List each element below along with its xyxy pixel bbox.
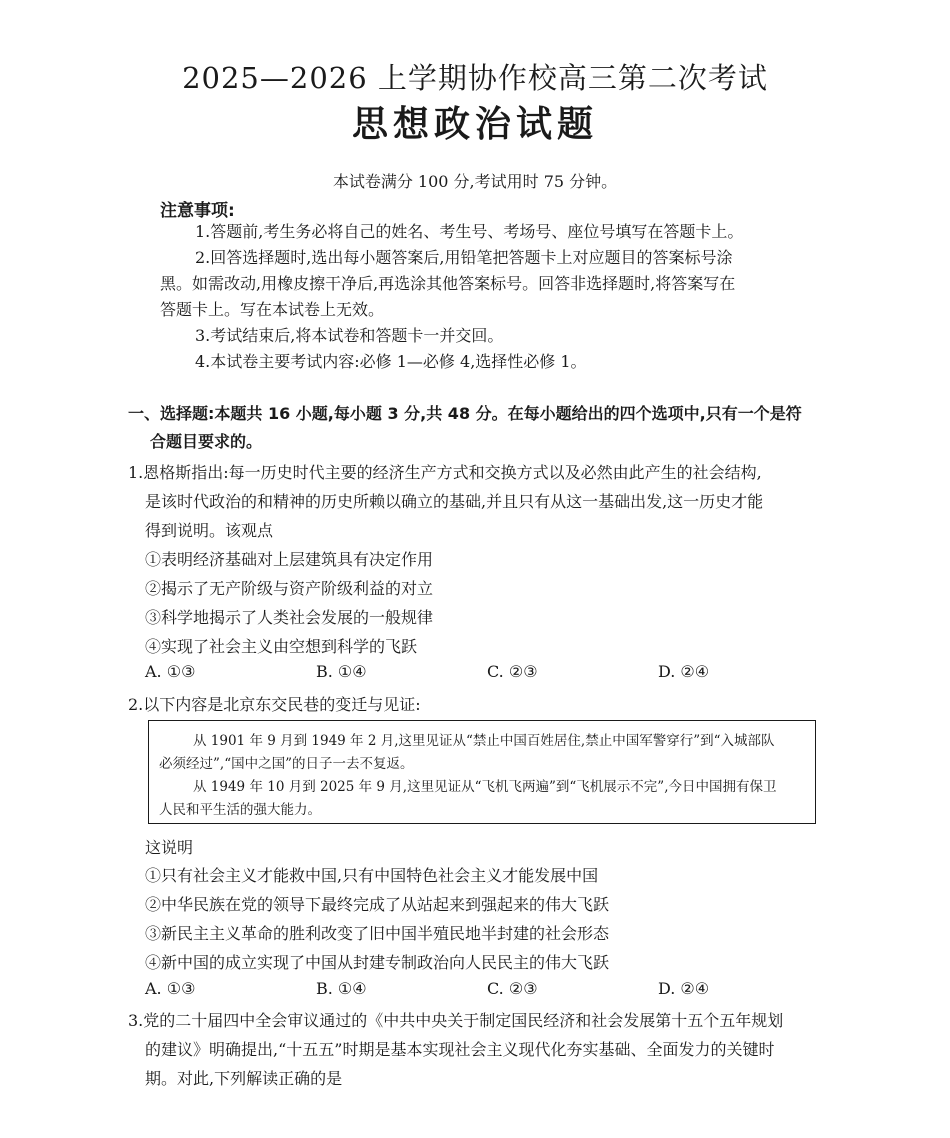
notice-line: 答题卡上。写在本试卷上无效。 <box>160 300 385 319</box>
notice-heading: 注意事项: <box>160 201 235 221</box>
q2-option-b[interactable]: B. ①④ <box>316 979 367 998</box>
q2-statement: ③新民主主义革命的胜利改变了旧中国半殖民地半封建的社会形态 <box>145 924 610 943</box>
q1-option-a[interactable]: A. ①③ <box>145 662 196 681</box>
q2-material-line: 从 1901 年 9 月到 1949 年 2 月,这里见证从“禁止中国百姓居住,禁止中国军警穿行”到“入城部队 <box>193 733 775 749</box>
exam-title: 2025—2026 上学期协作校高三第二次考试 <box>182 61 768 95</box>
q1-statement: ③科学地揭示了人类社会发展的一般规律 <box>145 608 434 627</box>
notice-line: 黑。如需改动,用橡皮擦干净后,再选涂其他答案标号。回答非选择题时,将答案写在 <box>160 274 736 293</box>
section-heading-line: 合题目要求的。 <box>150 432 263 451</box>
q1-statement: ②揭示了无产阶级与资产阶级利益的对立 <box>145 579 434 598</box>
q1-statement: ①表明经济基础对上层建筑具有决定作用 <box>145 550 434 569</box>
section-heading <box>128 400 802 456</box>
q2-stem: 2.以下内容是北京东交民巷的变迁与见证: <box>128 695 421 714</box>
notice-line: 4.本试卷主要考试内容:必修 1—必修 4,选择性必修 1。 <box>195 352 587 371</box>
q2-statement: ②中华民族在党的领导下最终完成了从站起来到强起来的伟大飞跃 <box>145 895 610 914</box>
q2-option-c[interactable]: C. ②③ <box>487 979 538 998</box>
q1-stem-line: 是该时代政治的和精神的历史所赖以确立的基础,并且只有从这一基础出发,这一历史才能 <box>145 492 764 511</box>
q1-stem-line: 得到说明。该观点 <box>145 521 274 540</box>
q1-stem-line: 1.恩格斯指出:每一历史时代主要的经济生产方式和交换方式以及必然由此产生的社会结构, <box>128 463 762 482</box>
q1-option-d[interactable]: D. ②④ <box>658 662 710 681</box>
q2-statement: ④新中国的成立实现了中国从封建专制政治向人民民主的伟大飞跃 <box>145 953 610 972</box>
q1-option-b[interactable]: B. ①④ <box>316 662 367 681</box>
q1-option-c[interactable]: C. ②③ <box>487 662 538 681</box>
q2-material-line: 从 1949 年 10 月到 2025 年 9 月,这里见证从“飞机飞两遍”到“飞机展示不完”,今日中国拥有保卫 <box>193 779 777 795</box>
exam-intro: 本试卷满分 100 分,考试用时 75 分钟。 <box>332 172 618 191</box>
q2-material-box <box>148 720 816 824</box>
q2-statement: ①只有社会主义才能救中国,只有中国特色社会主义才能发展中国 <box>145 866 599 885</box>
q3-stem-line: 3.党的二十届四中全会审议通过的《中共中央关于制定国民经济和社会发展第十五个五年规划 <box>128 1011 784 1030</box>
q2-material-line: 人民和平生活的强大能力。 <box>159 802 321 818</box>
q2-lead: 这说明 <box>145 838 194 857</box>
notice-line: 3.考试结束后,将本试卷和答题卡一并交回。 <box>195 326 504 345</box>
q3-stem-line: 期。对此,下列解读正确的是 <box>145 1069 343 1088</box>
notice-line: 2.回答选择题时,选出每小题答案后,用铅笔把答题卡上对应题目的答案标号涂 <box>195 248 733 267</box>
subject-title: 思想政治试题 <box>351 103 598 145</box>
q2-material-line: 必须经过”,“国中之国”的日子一去不复返。 <box>159 756 414 772</box>
section-heading-line: 一、选择题:本题共 16 小题,每小题 3 分,共 48 分。在每小题给出的四个选项中,只有一个是符 <box>128 404 802 423</box>
q2-option-d[interactable]: D. ②④ <box>658 979 710 998</box>
q3-stem-line: 的建议》明确提出,“十五五”时期是基本实现社会主义现代化夯实基础、全面发力的关键时 <box>145 1040 775 1059</box>
q1-statement: ④实现了社会主义由空想到科学的飞跃 <box>145 637 418 656</box>
notice-line: 1.答题前,考生务必将自己的姓名、考生号、考场号、座位号填写在答题卡上。 <box>195 222 744 241</box>
q2-option-a[interactable]: A. ①③ <box>145 979 196 998</box>
